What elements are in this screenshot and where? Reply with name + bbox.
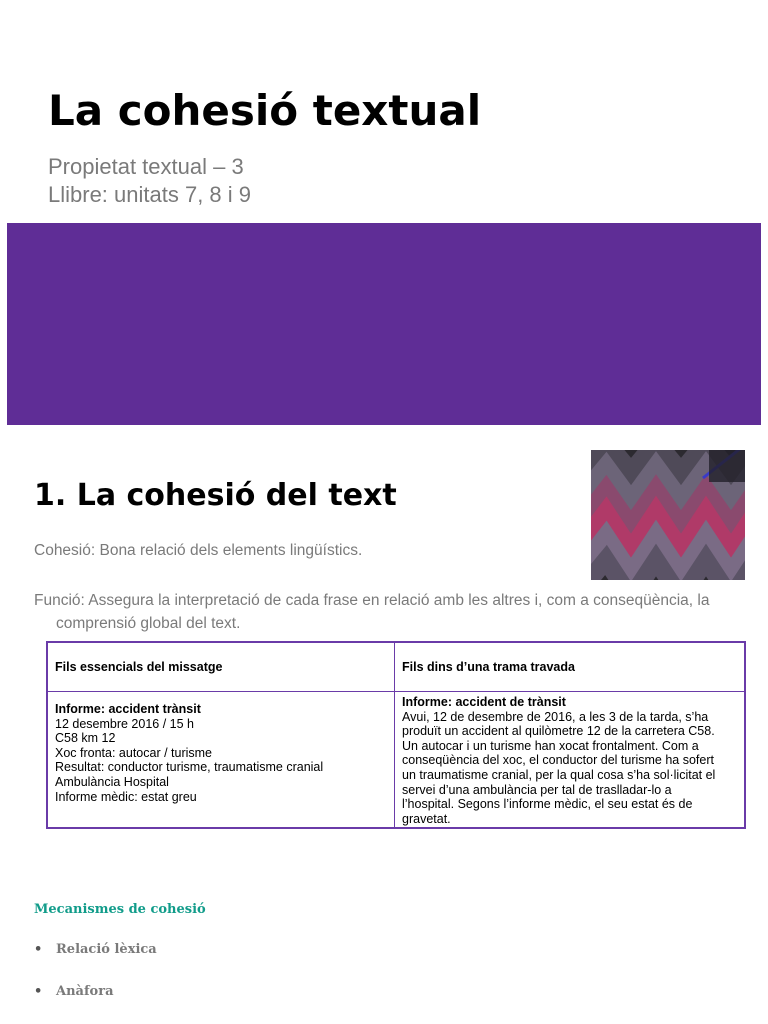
table-header-cell: Fils dins d’una trama travada [395,642,746,692]
function-paragraph [34,589,734,635]
function-paragraph-line-2: comprensió global del text. [56,615,241,632]
cell-line: un traumatisme cranial, per la qual cosa s’ha sol·licitat el [402,767,716,782]
table-header-row [47,642,745,692]
cell-line: Informe mèdic: estat greu [55,789,197,804]
bullet-icon: • [34,984,43,999]
cell-line: Avui, 12 de desembre de 2016, a les 3 de la tarda, s’ha [402,709,709,724]
knitted-fabric-image [591,450,745,580]
cell-title: Informe: accident de trànsit [402,695,566,709]
cell-line: C58 km 12 [55,731,116,746]
cell-title: Informe: accident trànsit [55,702,201,716]
cell-line: servei d’una ambulància per tal de traslladar-lo a [402,782,672,797]
purple-banner [7,223,761,425]
comparison-table [46,641,746,829]
list-item [34,942,157,957]
bullet-icon: • [34,942,43,957]
cell-line: conseqüència del xoc, el conductor del turisme ha sofert [402,753,714,768]
list-item-label: Relació lèxica [56,942,157,957]
cell-line: 12 desembre 2016 / 15 h [55,716,194,731]
table-cell-essential [47,692,395,829]
function-paragraph-line-1: Funció: Assegura la interpretació de cada frase en relació amb les altres i, com a conseqüència, la [34,592,710,609]
table-header-cell: Fils essencials del missatge [47,642,395,692]
cell-line: produït un accident al quilòmetre 12 de la carretera C58. [402,724,715,739]
table-row [47,692,745,829]
list-item [34,984,114,999]
cell-line: Resultat: conductor turisme, traumatisme cranial [55,760,324,775]
mechanisms-heading: Mecanismes de cohesió [34,902,206,917]
list-item-label: Anàfora [56,984,114,999]
subtitle-line-1: Propietat textual – 3 [48,154,244,179]
cell-line: Ambulància Hospital [55,774,169,789]
table-cell-woven [395,692,746,829]
page-title: La cohesió textual [48,86,482,135]
section-heading: 1. La cohesió del text [34,478,397,513]
cell-line: Xoc fronta: autocar / turisme [55,745,213,760]
cell-line: l’hospital. Segons l’informe mèdic, el seu estat és de [402,797,693,812]
subtitle-line-2: Llibre: unitats 7, 8 i 9 [48,182,252,207]
definition-paragraph: Cohesió: Bona relació dels elements lingüístics. [34,542,363,559]
cell-line: gravetat. [402,811,451,826]
cell-line: Un autocar i un turisme han xocat frontalment. Com a [402,738,699,753]
